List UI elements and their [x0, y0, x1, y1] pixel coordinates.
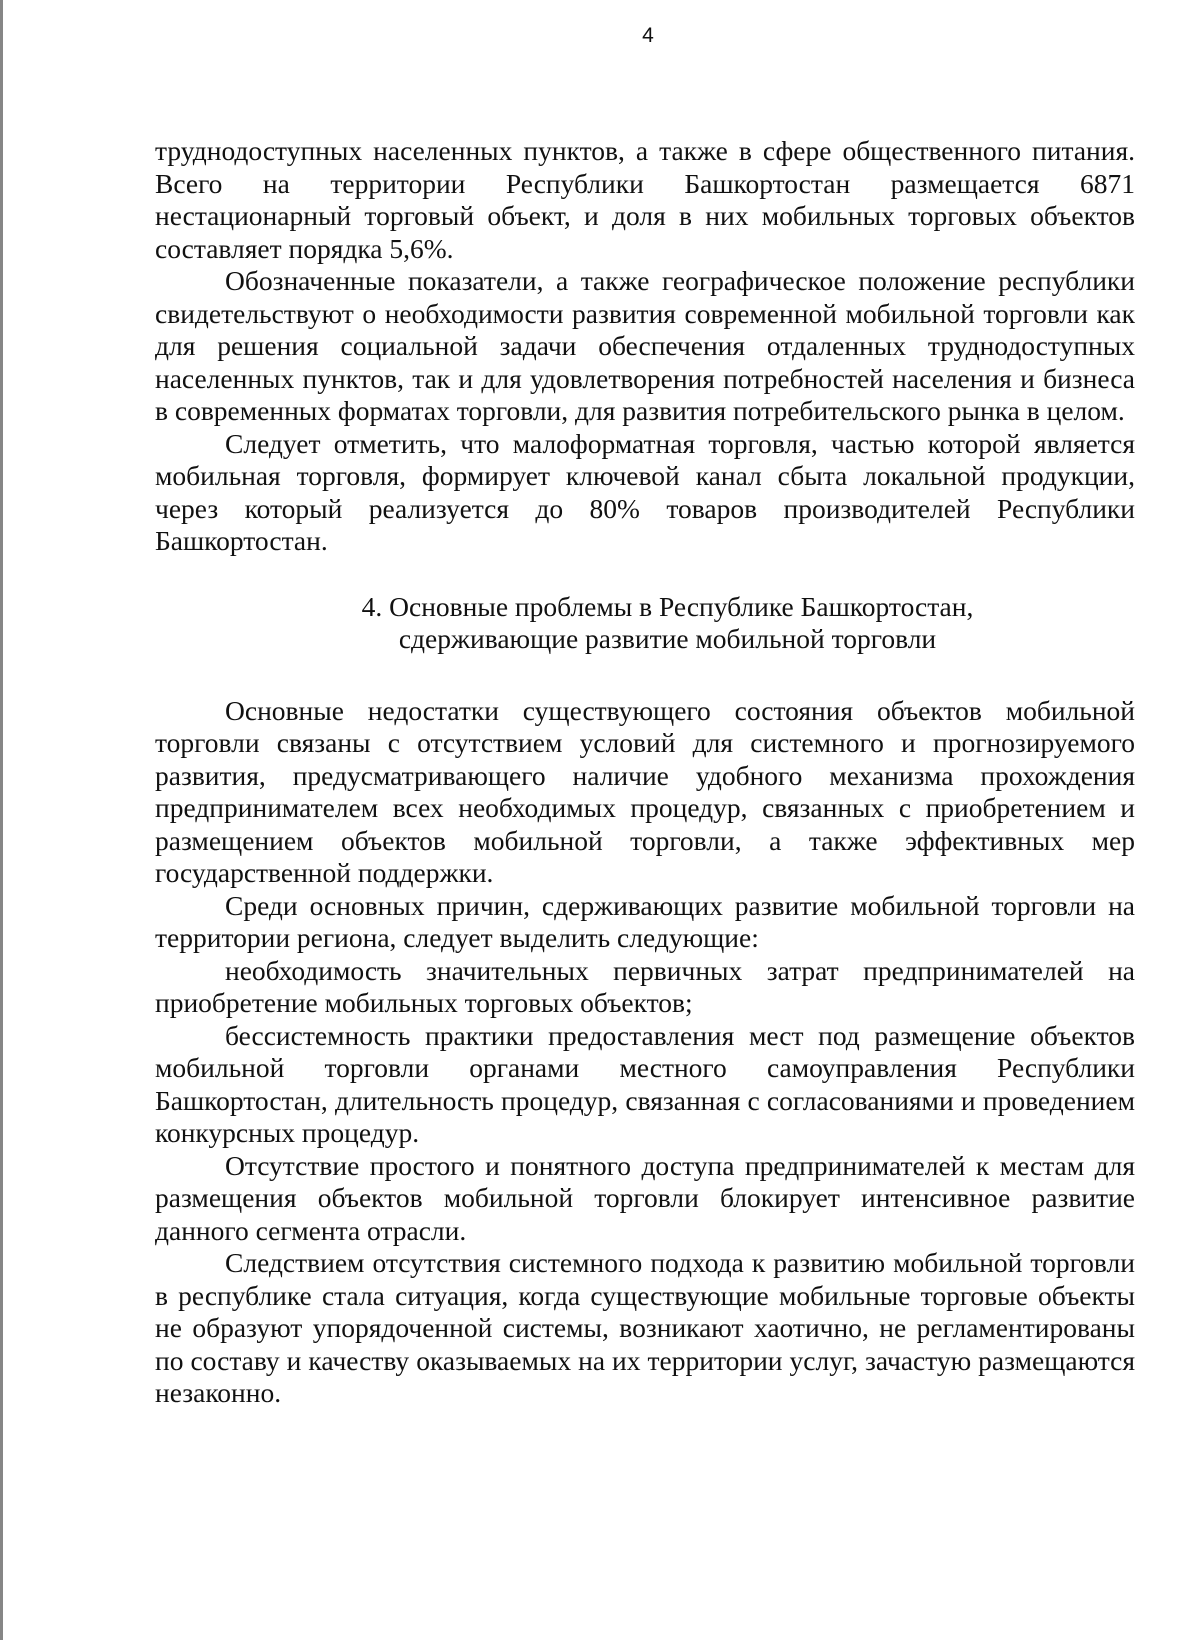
page-number: 4	[642, 24, 654, 47]
section-heading-line: 4. Основные проблемы в Республике Башкортостан,	[361, 590, 974, 622]
paragraph: Следует отметить, что малоформатная торговля, частью которой является мобильная торговля, формирует ключевой канал сбыта локальной продукции, через который реализуется до 80% товаров производителей Республики Башкортостан.	[155, 427, 1135, 556]
paragraph: Среди основных причин, сдерживающих развитие мобильной торговли на территории региона, следует выделить следующие:	[155, 889, 1135, 953]
paragraph: Отсутствие простого и понятного доступа предпринимателей к местам для размещения объектов мобильной торговли блокирует интенсивное развитие данного сегмента отрасли.	[155, 1149, 1135, 1246]
paragraph: Основные недостатки существующего состояния объектов мобильной торговли связаны с отсутствием условий для системного и прогнозируемого развития, предусматривающего наличие удобного механизма прохождения предпринимателем всех необходимых процедур, связанных с приобретением и размещением объектов мобильной торговли, а также эффективных мер государственной поддержки.	[155, 694, 1135, 888]
scan-edge-line	[0, 0, 3, 1640]
paragraph-continuation: труднодоступных населенных пунктов, а также в сфере общественного питания. Всего на территории Республики Башкортостан размещается 6871 нестационарный торговый объект, и доля в них мобильных торговых объектов составляет порядка 5,6%.	[155, 135, 1135, 264]
section-heading-line: сдерживающие развитие мобильной торговли	[398, 623, 937, 654]
section-heading	[155, 591, 1135, 656]
paragraph: бессистемность практики предоставления мест под размещение объектов мобильной торговли органами местного самоуправления Республики Башкортостан, длительность процедур, связанная с согласованиями и проведением конкурсных процедур.	[155, 1019, 1135, 1148]
paragraph: Следствием отсутствия системного подхода к развитию мобильной торговли в республике стала ситуация, когда существующие мобильные торговые объекты не образуют упорядоченной системы, возникают хаотично, не регламентированы по составу и качеству оказываемых на их территории услуг, зачастую размещаются незаконно.	[155, 1247, 1135, 1408]
document-body	[155, 135, 1135, 1410]
paragraph: необходимость значительных первичных затрат предпринимателей на приобретение мобильных торговых объектов;	[155, 954, 1135, 1018]
paragraph: Обозначенные показатели, а также географическое положение республики свидетельствуют о необходимости развития современной мобильной торговли как для решения социальной задачи обеспечения отдаленных труднодоступных населенных пунктов, так и для удовлетворения потребностей населения и бизнеса в современных форматах торговли, для развития потребительского рынка в целом.	[155, 265, 1135, 426]
